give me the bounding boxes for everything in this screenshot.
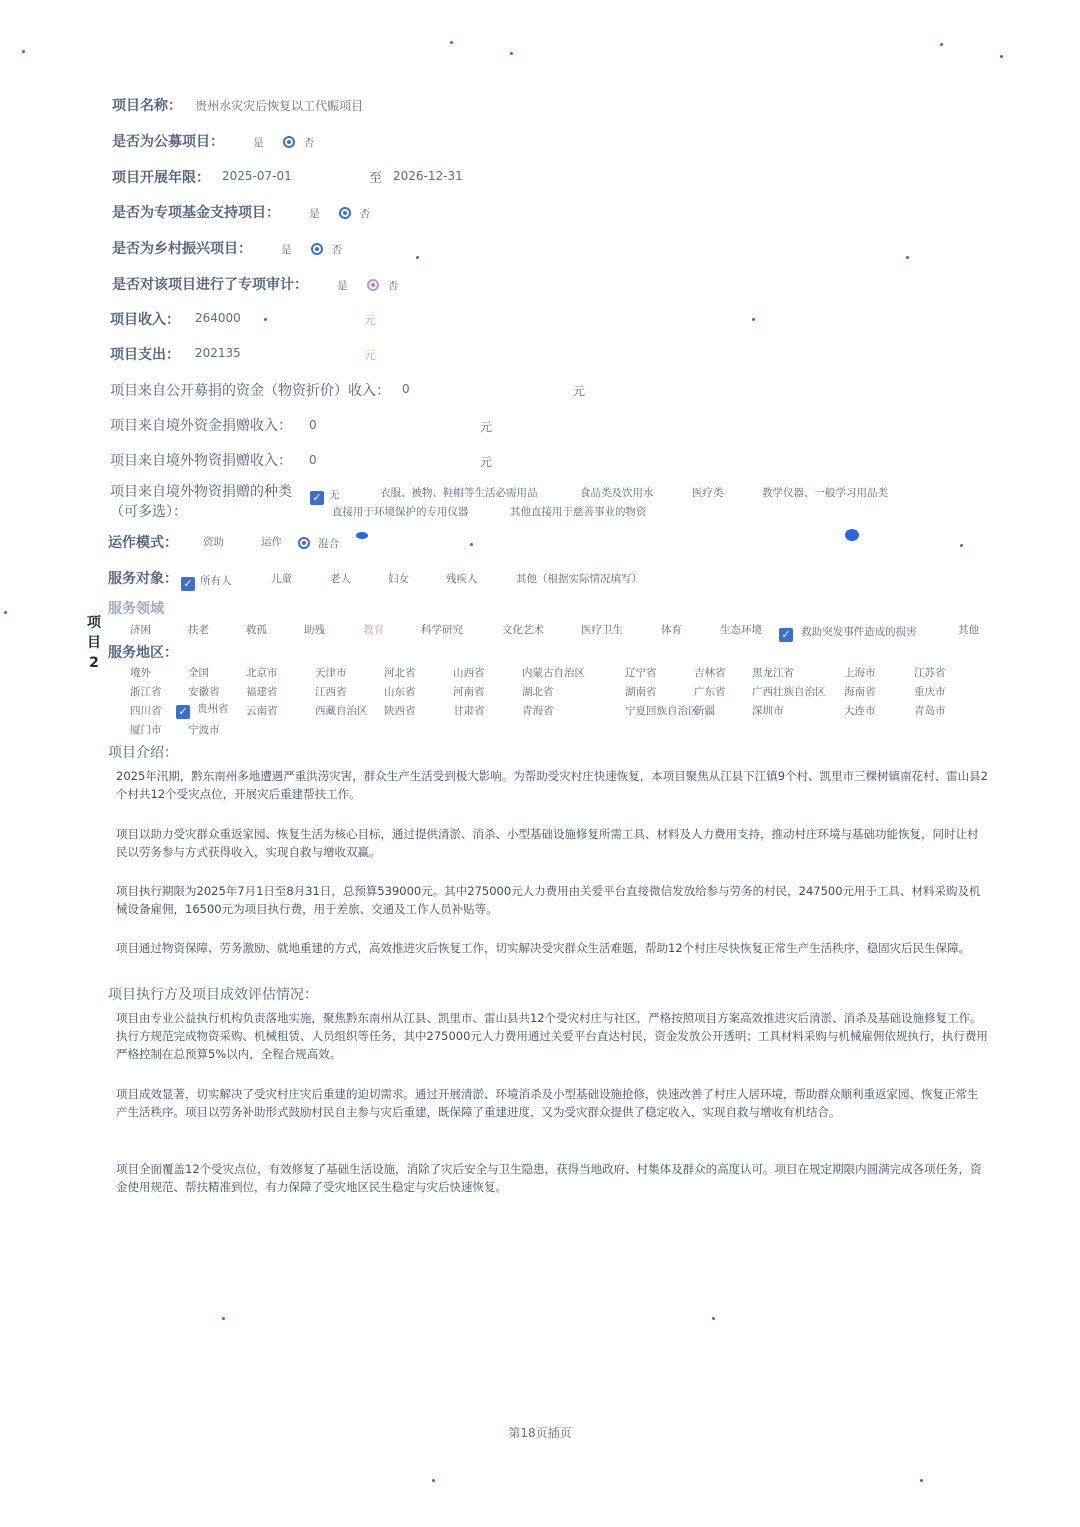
goods-option[interactable]: 医疗类 — [692, 487, 724, 499]
scan-dot — [752, 318, 755, 321]
intro-paragraph: 项目通过物资保障、劳务激励、就地重建的方式，高效推进灾后恢复工作，切实解决受灾群众生活难题，帮助12个村庄尽快恢复正常生产生活秩序，稳固灾后民生保障。 — [116, 941, 971, 955]
goods-option-label: 无 — [329, 489, 340, 501]
scan-dot — [416, 256, 419, 259]
mode-label: 运作模式： — [108, 535, 178, 551]
scan-dot — [22, 50, 25, 53]
no-option[interactable]: 否 — [359, 208, 371, 220]
project-index-label — [86, 613, 102, 673]
field-option[interactable]: 扶老 — [188, 624, 209, 636]
public-fund-unit: 元 — [573, 384, 586, 398]
goods-option[interactable]: 教学仪器、一般学习用品类 — [762, 487, 888, 499]
project-name-row — [112, 95, 363, 115]
mode-option[interactable]: 运作 — [261, 536, 282, 548]
region-option[interactable]: 吉林省 — [694, 667, 726, 679]
goods-option[interactable]: 直接用于环境保护的专用仪器 — [332, 506, 469, 518]
expense-value[interactable]: 202135 — [195, 346, 241, 360]
goods-type-label: 项目来自境外物资捐赠的种类 — [110, 484, 292, 500]
field-option[interactable]: 文化艺术 — [502, 624, 544, 636]
yes-option[interactable]: 是 — [281, 244, 292, 256]
field-option[interactable]: 生态环境 — [720, 624, 762, 636]
region-option[interactable]: 重庆市 — [914, 686, 946, 698]
region-option[interactable]: 河南省 — [453, 686, 485, 698]
income-unit: 元 — [364, 313, 377, 327]
field-option[interactable]: 助残 — [304, 624, 325, 636]
scan-dot — [4, 611, 7, 614]
scan-dot — [906, 256, 909, 259]
income-value[interactable]: 264000 — [195, 311, 241, 325]
field-option[interactable]: 体育 — [661, 624, 682, 636]
intro-paragraph: 2025年汛期，黔东南州多地遭遇严重洪涝灾害，群众生产生活受到极大影响。为帮助受灾村庄快速恢复，本项目聚焦从江县下江镇9个村、凯里市三棵树镇南花村、雷山县2个村共12个受灾点位，开展灾后重建帮扶工作。 — [116, 769, 988, 801]
region-option[interactable]: 厦门市 — [130, 724, 162, 736]
scan-dot — [432, 1479, 435, 1482]
radio-selected-icon[interactable] — [367, 279, 379, 291]
region-option[interactable]: 江西省 — [315, 686, 347, 698]
region-option[interactable]: 陕西省 — [384, 705, 416, 717]
radio-selected-icon[interactable] — [311, 243, 323, 255]
foreign-goods-label: 项目来自境外物资捐赠收入： — [110, 453, 292, 469]
target-option[interactable]: 老人 — [330, 573, 351, 585]
region-option[interactable]: 黑龙江省 — [752, 667, 794, 679]
scan-dot — [470, 543, 473, 546]
region-option[interactable]: 山东省 — [384, 686, 416, 698]
field-option-label: 救助突发事件造成的损害 — [801, 626, 917, 638]
yes-option[interactable]: 是 — [337, 280, 348, 292]
scan-dot — [960, 544, 963, 547]
service-field-label: 服务领域 — [108, 601, 164, 617]
radio-selected-icon[interactable] — [339, 207, 351, 219]
radio-selected-icon[interactable] — [283, 136, 295, 148]
special-fund-row — [112, 202, 370, 222]
region-option[interactable]: 全国 — [188, 667, 209, 679]
public-project-label: 是否为公募项目： — [112, 134, 224, 150]
region-option[interactable]: 青海省 — [522, 705, 554, 717]
audit-label: 是否对该项目进行了专项审计： — [112, 277, 308, 293]
region-option[interactable]: 大连市 — [844, 705, 876, 717]
region-option[interactable]: 云南省 — [246, 705, 278, 717]
goods-type-sublabel: （可多选）： — [110, 504, 187, 520]
period-to: 至 — [369, 171, 383, 186]
region-option[interactable]: 宁波市 — [188, 724, 220, 736]
region-option-label: 贵州省 — [197, 703, 229, 715]
region-option[interactable]: 天津市 — [315, 667, 347, 679]
region-option[interactable]: 安徽省 — [188, 686, 220, 698]
target-option-label: 所有人 — [200, 575, 232, 587]
side-char: 2 — [89, 655, 99, 671]
intro-paragraph: 项目执行期限为2025年7月1日至8月31日，总预算539000元。其中275000元人力费用由关爱平台直接微信发放给参与劳务的村民，247500元用于工具、材料采购及机械设备雇佣，16500元为项目执行费，用于差旅、交通及工作人员补贴等。 — [116, 884, 981, 916]
period-start[interactable]: 2025-07-01 — [222, 169, 292, 183]
target-all-option[interactable] — [181, 569, 232, 591]
checkbox-checked-icon[interactable]: ✓ — [176, 705, 190, 719]
field-option[interactable]: 其他 — [958, 624, 979, 636]
region-option[interactable]: 江苏省 — [914, 667, 946, 679]
period-label: 项目开展年限： — [112, 170, 210, 186]
radio-selected-icon[interactable] — [298, 537, 310, 549]
scan-dot — [1000, 55, 1003, 58]
eval-paragraph: 项目全面覆盖12个受灾点位，有效修复了基础生活设施，消除了灾后安全与卫生隐患，获得当地政府、村集体及群众的高度认可。项目在规定期限内圆满完成各项任务，资金使用规范、帮扶精准到位，有力保障了受灾地区民生稳定与灾后快速恢复。 — [116, 1162, 982, 1194]
goods-option[interactable]: 食品类及饮用水 — [580, 487, 654, 499]
region-option[interactable]: 广东省 — [694, 686, 726, 698]
service-area-label: 服务地区： — [108, 645, 178, 661]
region-option[interactable]: 宁夏回族自治区 — [625, 705, 699, 717]
period-end[interactable]: 2026-12-31 — [393, 169, 463, 183]
eval-paragraph: 项目成效显著，切实解决了受灾村庄灾后重建的迫切需求。通过开展清淤、环境消杀及小型基础设施抢修，快速改善了村庄人居环境，帮助群众顺利重返家园、恢复正常生产生活秩序。项目以劳务补助形式鼓励村民自主参与灾后重建，既保障了重建进度，又为受灾群众提供了稳定收入，实现自救与增收有机结合。 — [116, 1087, 979, 1119]
region-option[interactable]: 辽宁省 — [625, 667, 657, 679]
region-option[interactable]: 上海市 — [844, 667, 876, 679]
project-name-label: 项目名称： — [112, 98, 182, 114]
expense-label: 项目支出： — [110, 347, 180, 363]
field-option[interactable]: 教育 — [363, 624, 384, 636]
scan-dot — [712, 1317, 715, 1320]
region-option-selected[interactable] — [176, 701, 229, 719]
audit-row — [112, 274, 398, 294]
foreign-cash-value[interactable]: 0 — [309, 418, 317, 432]
expense-unit: 元 — [364, 348, 377, 362]
service-target-label: 服务对象： — [108, 571, 178, 587]
mode-option-selected[interactable] — [298, 532, 339, 551]
goods-none-option[interactable] — [310, 483, 340, 505]
scan-dot — [920, 1479, 923, 1482]
rural-row — [112, 238, 342, 258]
scan-dot — [450, 41, 453, 44]
scan-dot — [510, 52, 513, 55]
checkbox-checked-icon[interactable]: ✓ — [779, 628, 793, 642]
scan-dot — [264, 318, 267, 321]
foreign-goods-unit: 元 — [480, 455, 493, 469]
project-name-value: 贵州水灾灾后恢复以工代赈项目 — [195, 99, 364, 113]
yes-option[interactable]: 是 — [309, 208, 320, 220]
foreign-cash-unit: 元 — [480, 420, 493, 434]
field-disaster-option[interactable] — [779, 620, 917, 642]
period-row — [112, 167, 210, 187]
goods-option[interactable]: 其他直接用于慈善事业的物资 — [510, 506, 647, 518]
target-option[interactable]: 残疾人 — [446, 573, 478, 585]
target-option[interactable]: 其他（根据实际情况填写） — [516, 573, 642, 585]
region-option[interactable]: 河北省 — [384, 667, 416, 679]
income-label: 项目收入： — [110, 312, 180, 328]
yes-option[interactable]: 是 — [253, 137, 264, 149]
intro-paragraph: 项目以助力受灾群众重返家园、恢复生活为核心目标，通过提供清淤、消杀、小型基础设施修复所需工具、材料及人力费用支持，推动村庄环境与基础功能恢复，同时让村民以劳务参与方式获得收入，实现自救与增收双赢。 — [116, 827, 979, 859]
region-option[interactable]: 境外 — [130, 667, 151, 679]
eval-paragraph: 项目由专业公益执行机构负责落地实施，聚焦黔东南州从江县、凯里市、雷山县共12个受灾村庄与社区，严格按照项目方案高效推进灾后清淤、消杀及基础设施修复工作。执行方规范完成物资采购、机械租赁、人员组织等任务，其中275000元人力费用通过关爱平台直达村民，资金发放公开透明；工具材料采购与机械雇佣依规执行，执行费用严格控制在总预算5%以内，全程合规高效。 — [116, 1011, 988, 1061]
eval-label: 项目执行方及项目成效评估情况： — [108, 987, 318, 1003]
region-option[interactable]: 海南省 — [844, 686, 876, 698]
field-option[interactable]: 医疗卫生 — [581, 624, 623, 636]
region-option[interactable]: 四川省 — [130, 705, 162, 717]
field-option[interactable]: 济困 — [130, 624, 151, 636]
ink-blot — [356, 532, 368, 539]
goods-option[interactable]: 衣服、被物、鞋帽等生活必需用品 — [380, 487, 538, 499]
page-footer: 第18页插页 — [508, 1426, 572, 1440]
region-option[interactable]: 湖南省 — [625, 686, 657, 698]
region-option[interactable]: 广西壮族自治区 — [752, 686, 826, 698]
region-option[interactable]: 湖北省 — [522, 686, 554, 698]
region-option[interactable]: 福建省 — [246, 686, 278, 698]
foreign-goods-value[interactable]: 0 — [309, 453, 317, 467]
scan-dot — [222, 1317, 225, 1320]
rural-label: 是否为乡村振兴项目： — [112, 241, 252, 257]
no-option[interactable]: 否 — [331, 244, 343, 256]
special-fund-label: 是否为专项基金支持项目： — [112, 205, 280, 221]
scan-dot — [940, 43, 943, 46]
region-option[interactable]: 北京市 — [246, 667, 278, 679]
region-option[interactable]: 浙江省 — [130, 686, 162, 698]
no-option[interactable]: 否 — [387, 280, 399, 292]
field-option[interactable]: 救孤 — [246, 624, 267, 636]
mode-option[interactable]: 资助 — [203, 536, 224, 548]
region-option[interactable]: 山西省 — [453, 667, 485, 679]
target-option[interactable]: 儿童 — [271, 573, 292, 585]
mode-option-label: 混合 — [318, 538, 340, 550]
intro-label: 项目介绍： — [108, 745, 178, 761]
region-option[interactable]: 西藏自治区 — [315, 705, 368, 717]
region-option[interactable]: 青岛市 — [914, 705, 946, 717]
checkbox-checked-icon[interactable]: ✓ — [181, 577, 195, 591]
region-option[interactable]: 甘肃省 — [453, 705, 485, 717]
ink-blot — [845, 529, 859, 541]
field-option[interactable]: 科学研究 — [421, 624, 463, 636]
region-option[interactable]: 新疆 — [694, 705, 715, 717]
no-option[interactable]: 否 — [303, 137, 315, 149]
target-option[interactable]: 妇女 — [388, 573, 409, 585]
public-project-row — [112, 131, 314, 151]
side-char: 项 — [87, 615, 101, 631]
region-option[interactable]: 深圳市 — [752, 705, 784, 717]
public-fund-label: 项目来自公开募捐的资金（物资折价）收入： — [110, 383, 390, 399]
side-char: 目 — [87, 635, 101, 651]
checkbox-checked-icon[interactable]: ✓ — [310, 491, 324, 505]
foreign-cash-label: 项目来自境外资金捐赠收入： — [110, 418, 292, 434]
public-fund-value[interactable]: 0 — [402, 382, 410, 396]
region-option[interactable]: 内蒙古自治区 — [522, 667, 585, 679]
